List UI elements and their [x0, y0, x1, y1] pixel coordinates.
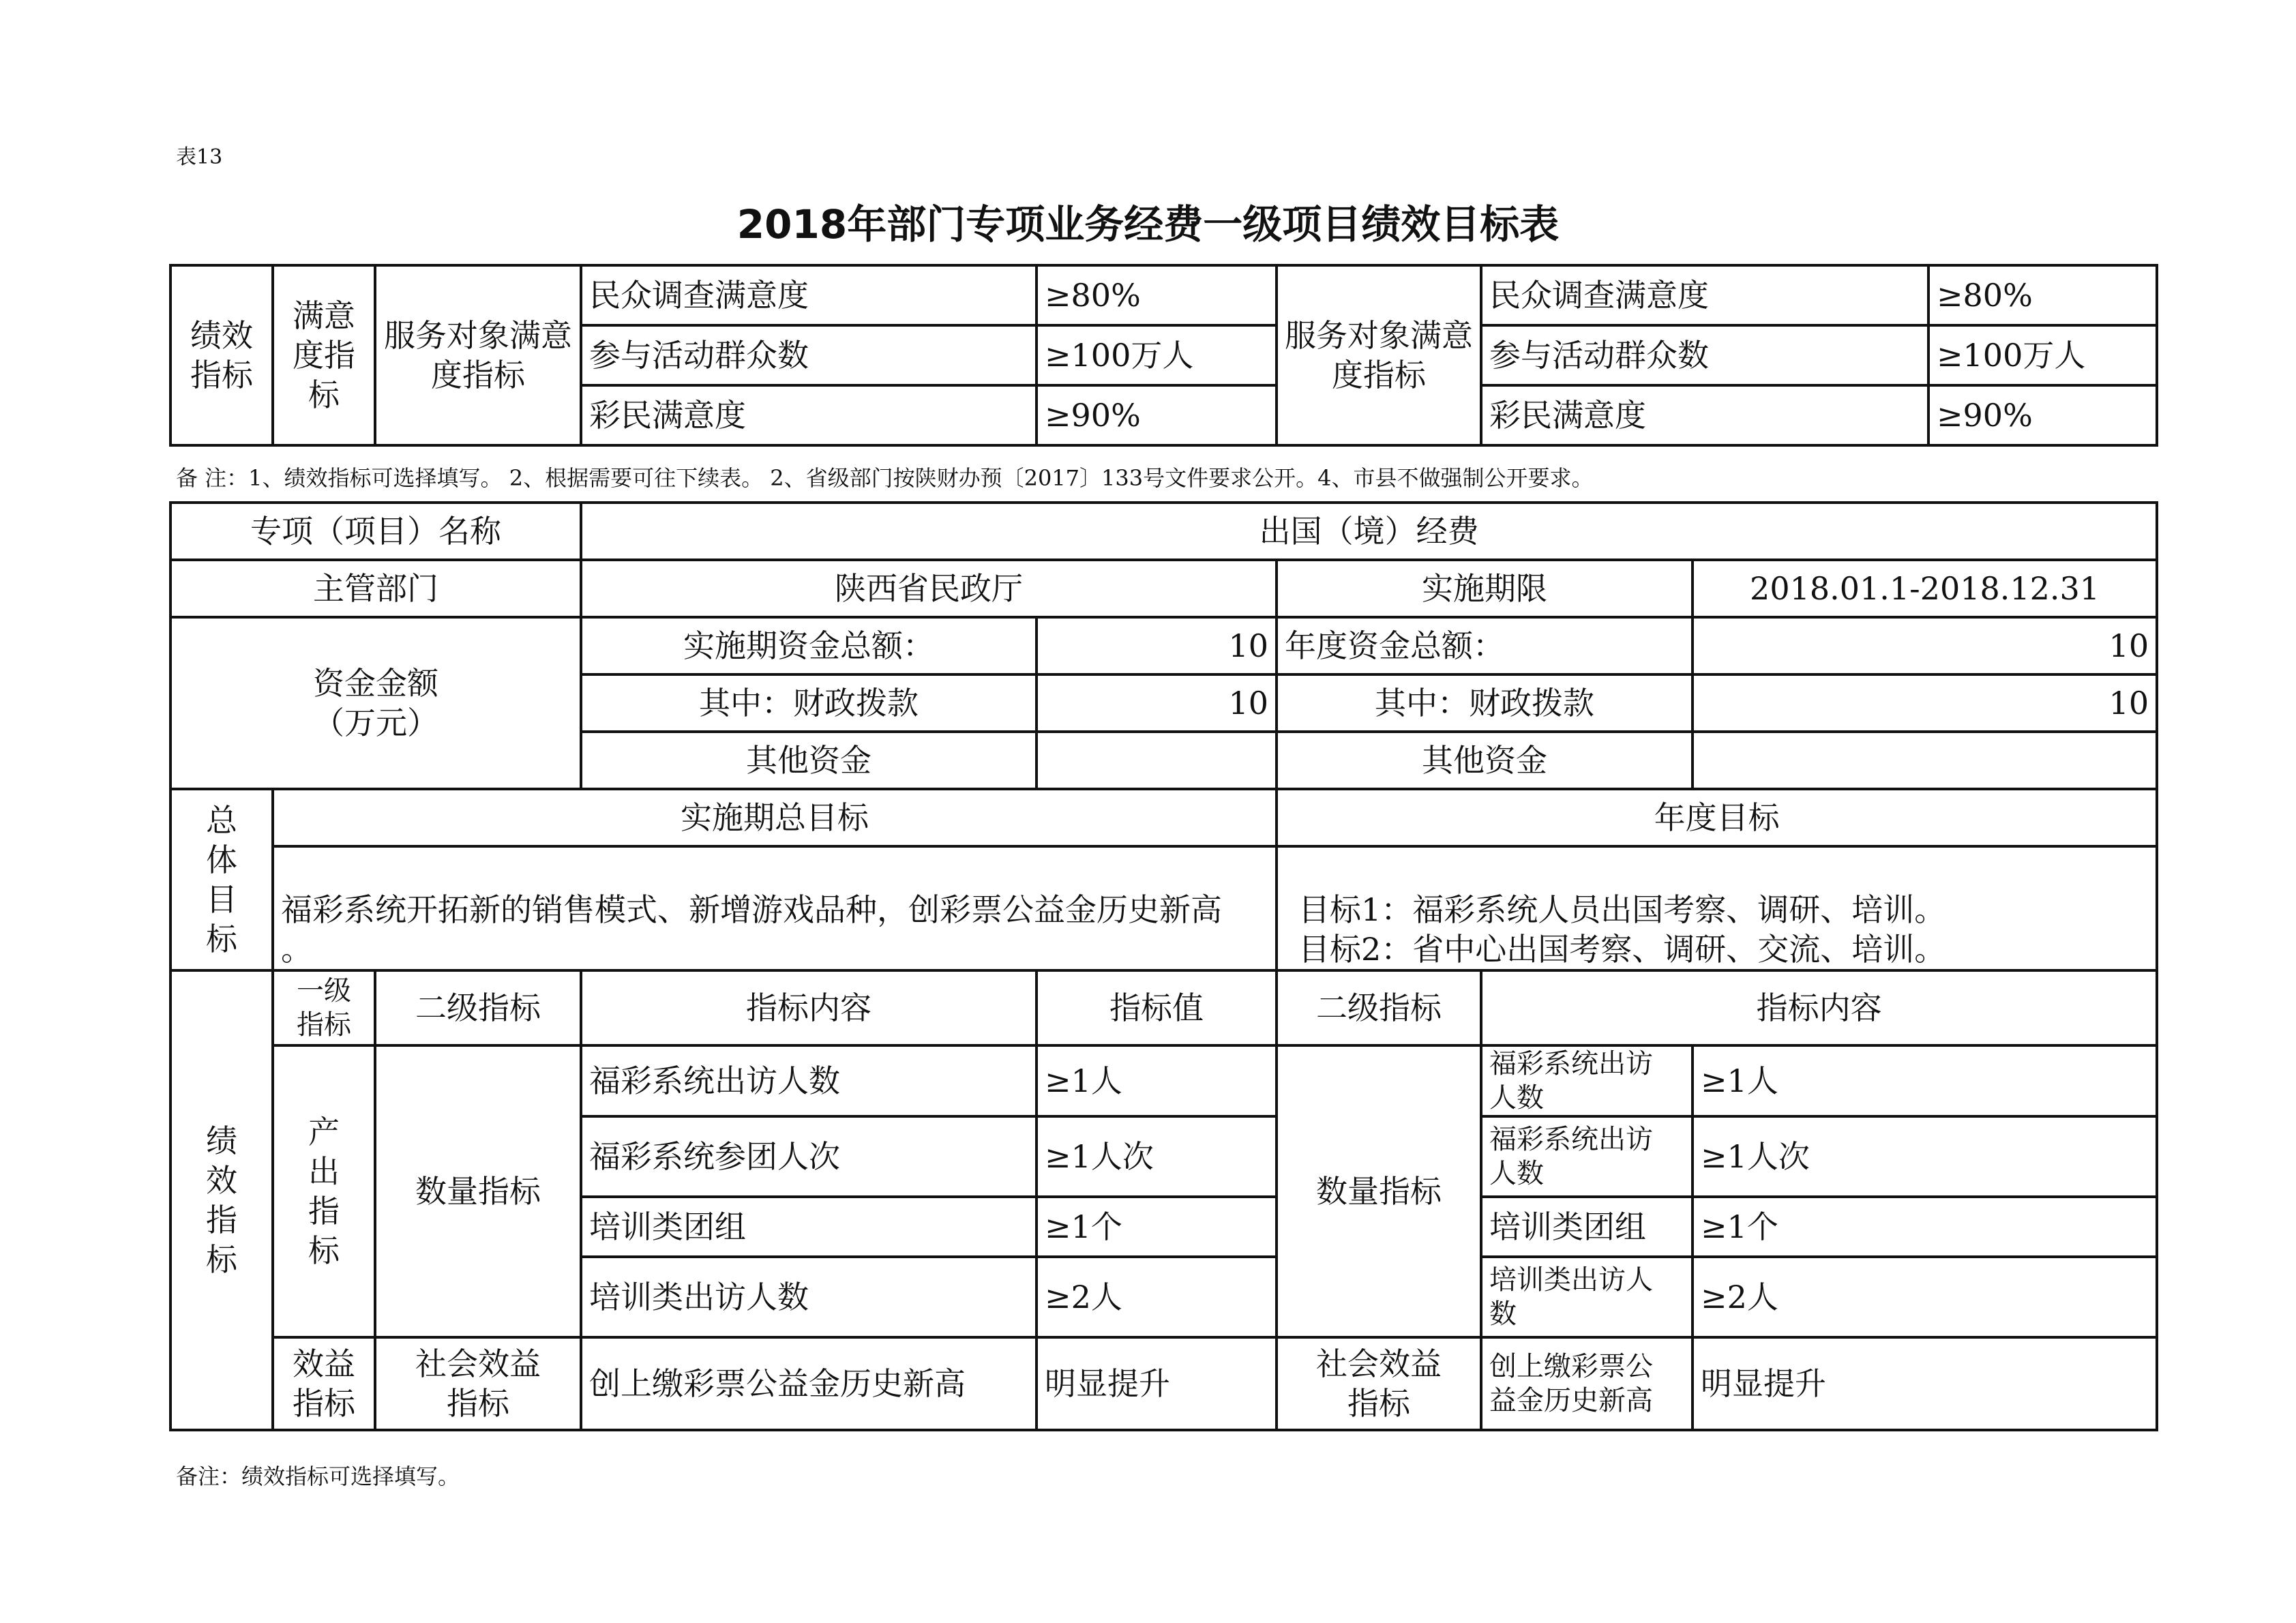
period-goal-text: 福彩系统开拓新的销售模式、新增游戏品种，创彩票公益金历史新高 。: [273, 846, 1277, 970]
social-benefit-value-right: 明显提升: [1693, 1337, 2157, 1430]
note-top: 备 注：1、绩效指标可选择填写。 2、根据需要可往下续表。 2、省级部门按陕财办预〔2017〕133号文件要求公开。4、市县不做强制公开要求。: [176, 465, 1594, 491]
annual-goal-header: 年度目标: [1277, 789, 2157, 846]
finance-annual-label: 其中：财政拨款: [1277, 674, 1693, 732]
satisfaction-item-value: ≥100万人: [1928, 325, 2157, 385]
department-label: 主管部门: [170, 560, 581, 617]
indicator-value-right: ≥1个: [1693, 1197, 2157, 1257]
quantity-indicator-label-right: 数量指标: [1277, 1045, 1481, 1337]
indicator-content-right: 培训类团组: [1481, 1197, 1693, 1257]
other-funds-annual-label: 其他资金: [1277, 732, 1693, 789]
perf-indicator-label: 绩效指标: [170, 265, 273, 445]
funds-label: 资金金额 （万元）: [170, 617, 581, 789]
indicator-content-right: 培训类出访人 数: [1481, 1257, 1693, 1337]
satisfaction-table: [169, 264, 2158, 447]
value-header: 指标值: [1037, 970, 1277, 1045]
note-bottom: 备注：绩效指标可选择填写。: [176, 1463, 460, 1489]
overall-goal-label: 总 体 目 标: [170, 789, 273, 970]
annual-goal-text: 目标1：福彩系统人员出国考察、调研、培训。 目标2：省中心出国考察、调研、交流、培训。: [1277, 846, 2157, 970]
level2-header-right: 二级指标: [1277, 970, 1481, 1045]
satisfaction-item-name: 参与活动群众数: [581, 325, 1037, 385]
project-name-value: 出国（境）经费: [581, 503, 2157, 560]
indicator-value: ≥1个: [1037, 1197, 1277, 1257]
annual-funds-label: 年度资金总额：: [1277, 617, 1693, 674]
total-funds-value: 10: [1037, 617, 1277, 674]
finance-value: 10: [1037, 674, 1277, 732]
indicator-content: 福彩系统出访人数: [581, 1045, 1037, 1116]
indicator-value: ≥1人: [1037, 1045, 1277, 1116]
satisfaction-item-name: 参与活动群众数: [1481, 325, 1928, 385]
level1-header: 一级 指标: [273, 970, 375, 1045]
service-satisfaction-left: 服务对象满意度指标: [375, 265, 581, 445]
project-table: [169, 501, 2158, 1431]
period-goal-header: 实施期总目标: [273, 789, 1277, 846]
other-funds-annual-value: [1693, 732, 2157, 789]
social-benefit-content: 创上缴彩票公益金历史新高: [581, 1337, 1037, 1430]
table-number: 表13: [176, 145, 223, 169]
project-name-label: 专项（项目）名称: [170, 503, 581, 560]
indicator-value-right: ≥1人: [1693, 1045, 2157, 1116]
indicator-value: ≥1人次: [1037, 1116, 1277, 1197]
satisfaction-category-label: 满意度指标: [273, 265, 375, 445]
social-benefit-label-right: 社会效益 指标: [1277, 1337, 1481, 1430]
annual-funds-value: 10: [1693, 617, 2157, 674]
indicator-content: 福彩系统参团人次: [581, 1116, 1037, 1197]
social-benefit-content-right: 创上缴彩票公 益金历史新高: [1481, 1337, 1693, 1430]
performance-indicator-label: 绩 效 指 标: [170, 970, 273, 1430]
finance-label: 其中：财政拨款: [581, 674, 1037, 732]
other-funds-value: [1037, 732, 1277, 789]
satisfaction-item-name: 民众调查满意度: [1481, 265, 1928, 325]
indicator-content-right: 福彩系统出访 人数: [1481, 1116, 1693, 1197]
benefit-indicator-label: 效益 指标: [273, 1337, 375, 1430]
satisfaction-item-name: 民众调查满意度: [581, 265, 1037, 325]
service-satisfaction-right: 服务对象满意度指标: [1277, 265, 1481, 445]
satisfaction-item-value: ≥80%: [1928, 265, 2157, 325]
page-title: 2018年部门专项业务经费一级项目绩效目标表: [736, 201, 1560, 248]
level2-header: 二级指标: [375, 970, 581, 1045]
indicator-content-right: 福彩系统出访 人数: [1481, 1045, 1693, 1116]
period-label: 实施期限: [1277, 560, 1693, 617]
indicator-content: 培训类团组: [581, 1197, 1037, 1257]
social-benefit-label: 社会效益 指标: [375, 1337, 581, 1430]
department-value: 陕西省民政厅: [581, 560, 1277, 617]
satisfaction-item-value: ≥80%: [1037, 265, 1277, 325]
content-header-right: 指标内容: [1481, 970, 2157, 1045]
indicator-content: 培训类出访人数: [581, 1257, 1037, 1337]
quantity-indicator-label: 数量指标: [375, 1045, 581, 1337]
period-value: 2018.01.1-2018.12.31: [1693, 560, 2157, 617]
indicator-value-right: ≥2人: [1693, 1257, 2157, 1337]
satisfaction-item-value: ≥100万人: [1037, 325, 1277, 385]
output-indicator-label: 产 出 指 标: [273, 1045, 375, 1337]
indicator-value: ≥2人: [1037, 1257, 1277, 1337]
content-header: 指标内容: [581, 970, 1037, 1045]
other-funds-label: 其他资金: [581, 732, 1037, 789]
satisfaction-item-value: ≥90%: [1928, 385, 2157, 445]
satisfaction-item-name: 彩民满意度: [1481, 385, 1928, 445]
satisfaction-item-value: ≥90%: [1037, 385, 1277, 445]
satisfaction-item-name: 彩民满意度: [581, 385, 1037, 445]
social-benefit-value: 明显提升: [1037, 1337, 1277, 1430]
indicator-value-right: ≥1人次: [1693, 1116, 2157, 1197]
total-funds-label: 实施期资金总额：: [581, 617, 1037, 674]
finance-annual-value: 10: [1693, 674, 2157, 732]
